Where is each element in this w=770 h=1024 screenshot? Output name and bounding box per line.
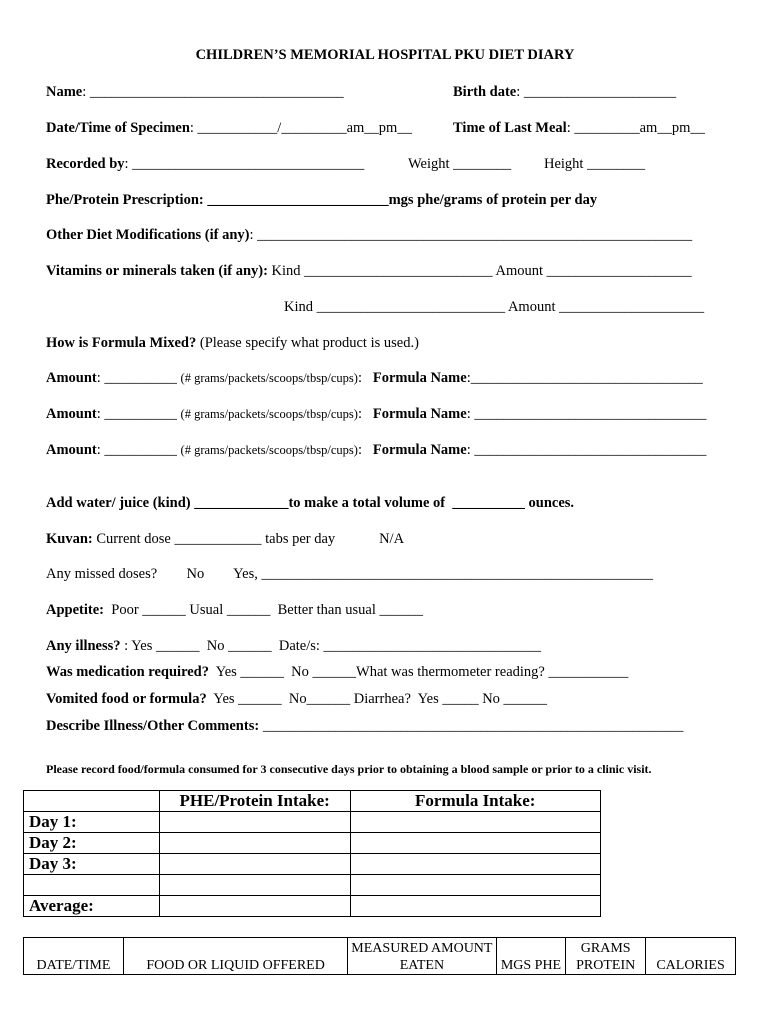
amount-label: Amount bbox=[46, 406, 97, 422]
describe-line bbox=[46, 717, 683, 735]
table-header: GRAMS PROTEIN bbox=[566, 938, 646, 975]
formula-cell[interactable] bbox=[350, 854, 600, 875]
formula-name-label: Formula Name bbox=[372, 406, 467, 422]
specimen-line bbox=[46, 119, 412, 137]
recorded-by-line bbox=[46, 155, 364, 173]
table-header-row bbox=[24, 791, 601, 812]
table-header: MGS PHE bbox=[496, 938, 566, 975]
vitamins-field-2[interactable]: Kind __________________________ Amount ____________________ bbox=[284, 299, 705, 315]
formula-name-field[interactable]: : ________________________________ bbox=[466, 442, 707, 458]
table-row bbox=[24, 833, 601, 854]
food-log-table bbox=[23, 937, 736, 975]
amount-units: (# grams/packets/scoops/tbsp/cups) bbox=[180, 443, 358, 457]
instruction-note: Please record food/formula consumed for 3 consecutive days prior to obtaining a blood sample or prior to a clinic visit. bbox=[46, 762, 652, 776]
height-field[interactable]: Height ________ bbox=[544, 156, 646, 172]
formula-cell[interactable] bbox=[350, 833, 600, 854]
recorded-by-field[interactable]: : ________________________________ bbox=[124, 156, 365, 172]
table-row bbox=[24, 812, 601, 833]
formula-cell[interactable] bbox=[350, 896, 600, 917]
formula-name-label: Formula Name bbox=[372, 442, 467, 458]
table-row bbox=[24, 896, 601, 917]
vitamins-label: Vitamins or minerals taken (if any): bbox=[46, 263, 268, 279]
birth-date-field[interactable]: : _____________________ bbox=[516, 84, 677, 100]
water-line[interactable]: Add water/ juice (kind) _____________to make a total volume of __________ ounces. bbox=[46, 495, 575, 511]
table-header bbox=[24, 791, 160, 812]
weight-field[interactable]: Weight ________ bbox=[408, 156, 512, 172]
formula-mixed-label: How is Formula Mixed? bbox=[46, 335, 197, 351]
amount-units: (# grams/packets/scoops/tbsp/cups) bbox=[180, 371, 358, 385]
other-diet-line bbox=[46, 226, 692, 244]
vitamins-line bbox=[46, 262, 692, 280]
amount-colon: : bbox=[357, 442, 373, 458]
row-label: Average: bbox=[24, 896, 160, 917]
kuvan-line bbox=[46, 530, 404, 548]
table-header: PHE/Protein Intake: bbox=[159, 791, 350, 812]
table-header: DATE/TIME bbox=[24, 938, 124, 975]
phe-cell[interactable] bbox=[159, 854, 350, 875]
amount-line-2 bbox=[46, 405, 706, 423]
row-label: Day 2: bbox=[24, 833, 160, 854]
amount-colon: : bbox=[357, 406, 373, 422]
vomited-label: Vomited food or formula? bbox=[46, 691, 207, 707]
page-title: CHILDREN’S MEMORIAL HOSPITAL PKU DIET DIARY bbox=[195, 47, 575, 63]
phe-cell[interactable] bbox=[159, 896, 350, 917]
birth-date-label: Birth date bbox=[453, 84, 517, 100]
last-meal-label: Time of Last Meal bbox=[453, 120, 567, 136]
table-header: Formula Intake: bbox=[350, 791, 600, 812]
specimen-label: Date/Time of Specimen bbox=[46, 120, 190, 136]
other-diet-label: Other Diet Modifications (if any) bbox=[46, 227, 250, 243]
last-meal-line bbox=[453, 119, 705, 137]
kuvan-label: Kuvan: bbox=[46, 531, 93, 547]
appetite-field[interactable]: Poor ______ Usual ______ Better than usual ______ bbox=[104, 602, 423, 618]
amount-line-3 bbox=[46, 441, 706, 459]
medication-line bbox=[46, 663, 628, 681]
formula-mixed-line bbox=[46, 334, 419, 352]
name-field[interactable]: : ___________________________________ bbox=[82, 84, 344, 100]
describe-label: Describe Illness/Other Comments: bbox=[46, 718, 260, 734]
illness-field[interactable]: : Yes ______ No ______ Date/s: ______________________________ bbox=[120, 638, 542, 654]
amount-colon: : bbox=[357, 370, 373, 386]
phe-cell[interactable] bbox=[159, 812, 350, 833]
birth-date-line bbox=[453, 83, 676, 101]
formula-name-field[interactable]: : ________________________________ bbox=[466, 406, 707, 422]
vomited-line bbox=[46, 690, 547, 708]
specimen-field[interactable]: : ___________/_________am__pm__ bbox=[189, 120, 412, 136]
amount-label: Amount bbox=[46, 370, 97, 386]
formula-mixed-hint: (Please specify what product is used.) bbox=[196, 335, 419, 351]
row-label: Day 3: bbox=[24, 854, 160, 875]
kuvan-field[interactable]: Current dose ____________ tabs per day ⃞ N/A bbox=[92, 531, 405, 547]
table-row bbox=[24, 875, 601, 896]
vomited-field[interactable]: Yes ______ No______ Diarrhea? Yes _____ No ______ bbox=[206, 691, 548, 707]
amount-line-1 bbox=[46, 369, 703, 387]
table-header: MEASURED AMOUNT EATEN bbox=[348, 938, 496, 975]
amount-field[interactable]: : __________ bbox=[96, 442, 181, 458]
formula-cell[interactable] bbox=[350, 875, 600, 896]
row-label: Day 1: bbox=[24, 812, 160, 833]
describe-field[interactable]: __________________________________________________________ bbox=[259, 718, 684, 734]
appetite-label: Appetite: bbox=[46, 602, 104, 618]
phe-cell[interactable] bbox=[159, 875, 350, 896]
table-header: FOOD OR LIQUID OFFERED bbox=[123, 938, 347, 975]
formula-name-field[interactable]: :________________________________ bbox=[466, 370, 703, 386]
missed-doses-line[interactable]: Any missed doses? ⃞ No ⃞ Yes, ______________________________________________________ bbox=[46, 566, 653, 582]
last-meal-field[interactable]: : _________am__pm__ bbox=[566, 120, 705, 136]
recorded-by-label: Recorded by bbox=[46, 156, 125, 172]
name-label: Name bbox=[46, 84, 83, 100]
intake-summary-table bbox=[23, 790, 601, 917]
name-line bbox=[46, 83, 344, 101]
illness-label: Any illness? bbox=[46, 638, 121, 654]
table-header: CALORIES bbox=[646, 938, 736, 975]
table-header-row bbox=[24, 938, 736, 975]
vitamins-field-1[interactable]: Kind __________________________ Amount ____________________ bbox=[267, 263, 692, 279]
phe-cell[interactable] bbox=[159, 833, 350, 854]
appetite-line bbox=[46, 601, 423, 619]
illness-line bbox=[46, 637, 541, 655]
formula-name-label: Formula Name bbox=[372, 370, 467, 386]
medication-label: Was medication required? bbox=[46, 664, 209, 680]
formula-cell[interactable] bbox=[350, 812, 600, 833]
row-label bbox=[24, 875, 160, 896]
amount-field[interactable]: : __________ bbox=[96, 406, 181, 422]
other-diet-field[interactable]: : ____________________________________________________________ bbox=[249, 227, 693, 243]
prescription-line[interactable]: Phe/Protein Prescription: _________________________mgs phe/grams of protein per day bbox=[46, 192, 598, 208]
medication-field[interactable]: Yes ______ No ______What was thermometer reading? ___________ bbox=[209, 664, 629, 680]
amount-units: (# grams/packets/scoops/tbsp/cups) bbox=[180, 407, 358, 421]
table-row bbox=[24, 854, 601, 875]
amount-label: Amount bbox=[46, 442, 97, 458]
amount-field[interactable]: : __________ bbox=[96, 370, 181, 386]
